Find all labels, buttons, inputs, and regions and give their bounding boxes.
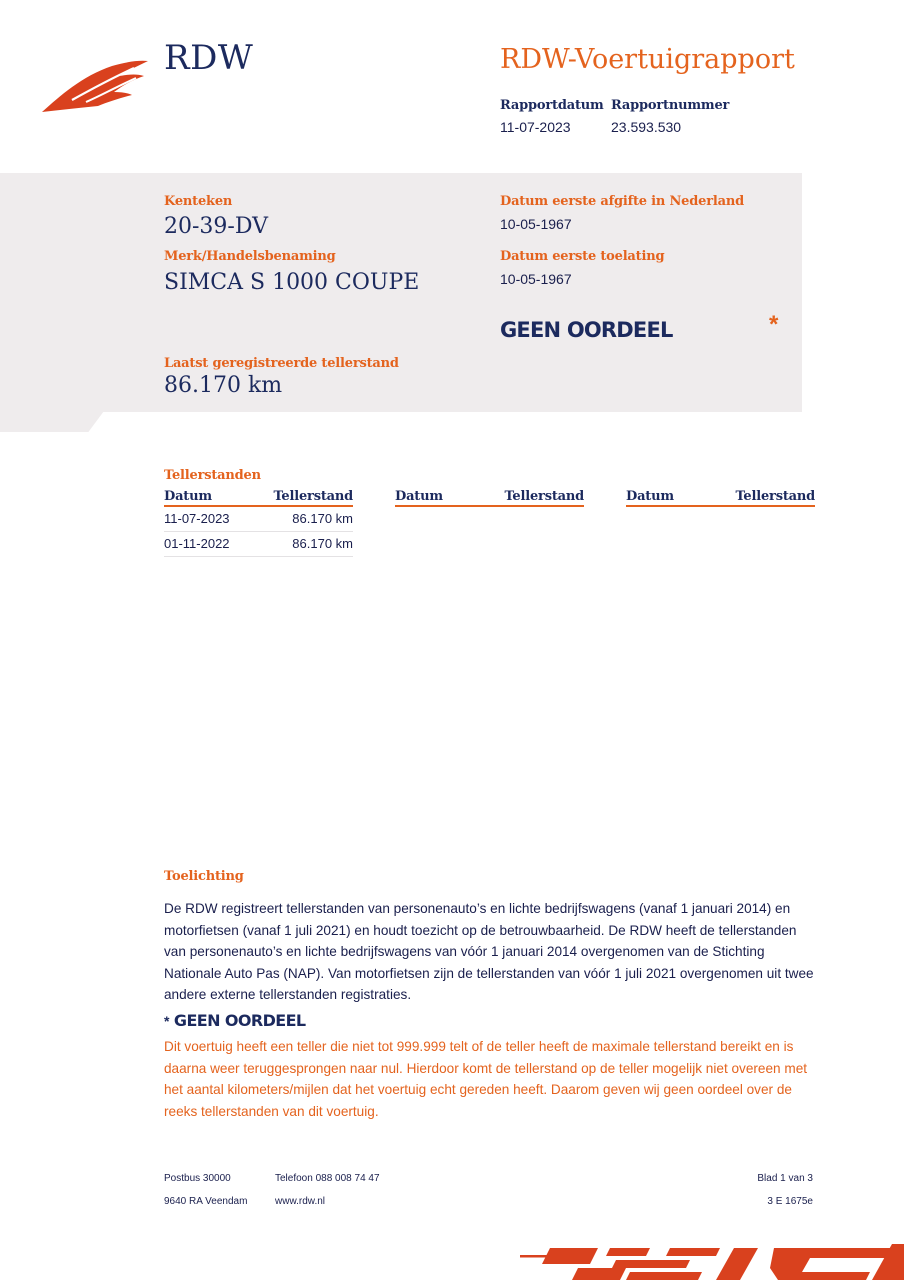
panel-tab-decoration [0,411,104,432]
report-date-value: 11-07-2023 [500,119,571,135]
odometer-header [395,489,584,507]
rdw-wing-logo-icon [42,56,148,116]
odometer-header [626,489,815,507]
plate-label: Kenteken [164,194,233,209]
first-admission-value: 10-05-1967 [500,271,572,287]
explanation-text: De RDW registreert tellerstanden van personenauto’s en lichte bedrijfswagens (vanaf 1 januari 2014) en motorfietsen (vanaf 1 juli 2021) en houdt toezicht op de betrouwbaarheid. De RDW heeft de tellerstanden van personenauto’s en lichte bedrijfswagens van vóór 1 januari 2014 overgenomen van de Stichting Nationale Auto Pas (NAP). Van motorfietsen zijn de tellerstanden van vóór 1 juli 2021 overgenomen uit twee andere externe tellerstanden registraties. [164,901,814,1002]
mileage-label: Laatst geregistreerde tellerstand [164,356,399,371]
report-number-value: 23.593.530 [611,119,682,135]
row-reading: 86.170 km [292,536,353,551]
note-marker: * [164,1013,170,1029]
first-admission-label: Datum eerste toelating [500,249,665,264]
brand-name: RDW [164,38,254,78]
reading-column-header: Tellerstand [273,489,353,504]
footer-phone: Telefoon 088 008 74 47 [275,1173,380,1184]
footer-document-code: 3 E 1675e [767,1196,813,1207]
reading-column-header: Tellerstand [504,489,584,504]
row-date: 01-11-2022 [164,536,230,551]
date-column-header: Datum [626,489,674,504]
date-column-header: Datum [164,489,212,504]
odometer-column-1 [164,489,353,557]
row-date: 11-07-2023 [164,511,230,526]
make-value: SIMCA S 1000 COUPE [164,270,420,295]
verdict-footnote-marker: * [769,311,779,338]
note-title: GEEN OORDEEL [173,1011,306,1030]
date-column-header: Datum [395,489,443,504]
odometer-column-2 [395,489,584,507]
footer-page-number: Blad 1 van 3 [757,1173,813,1184]
odometer-column-3 [626,489,815,507]
report-number-label: Rapportnummer [611,98,730,113]
make-label: Merk/Handelsbenaming [164,249,336,264]
table-row [164,532,353,557]
explanation-title: Toelichting [164,869,244,884]
odometer-header [164,489,353,507]
report-date-label: Rapportdatum [500,98,604,113]
speed-stripes-icon [520,1244,904,1280]
verdict-note-heading [164,1011,306,1031]
first-issue-nl-value: 10-05-1967 [500,216,572,232]
report-title: RDW-Voertuigrapport [500,44,795,75]
table-row [164,507,353,532]
verdict-note-text: Dit voertuig heeft een teller die niet tot 999.999 telt of de teller heeft de maximale tellerstand bereikt en is daarna weer teruggesprongen naar nul. Hierdoor komt de tellerstand op de teller mogelijk niet overeen met het aantal kilometers/mijlen dat het voertuig echt gereden heeft. Daarom geven wij geen oordeel over de reeks tellerstanden van dit voertuig. [164,1039,808,1119]
footer-website-link[interactable]: www.rdw.nl [275,1196,326,1207]
footer-address-line1: Postbus 30000 [164,1173,231,1184]
row-reading: 86.170 km [292,511,353,526]
reading-column-header: Tellerstand [735,489,815,504]
first-issue-nl-label: Datum eerste afgifte in Nederland [500,194,744,209]
mileage-value: 86.170 km [164,373,283,398]
footer-address-line2: 9640 RA Veendam [164,1196,248,1207]
verdict-status: GEEN OORDEEL [500,318,673,342]
odometer-title: Tellerstanden [164,468,261,483]
plate-value: 20-39-DV [164,214,268,239]
